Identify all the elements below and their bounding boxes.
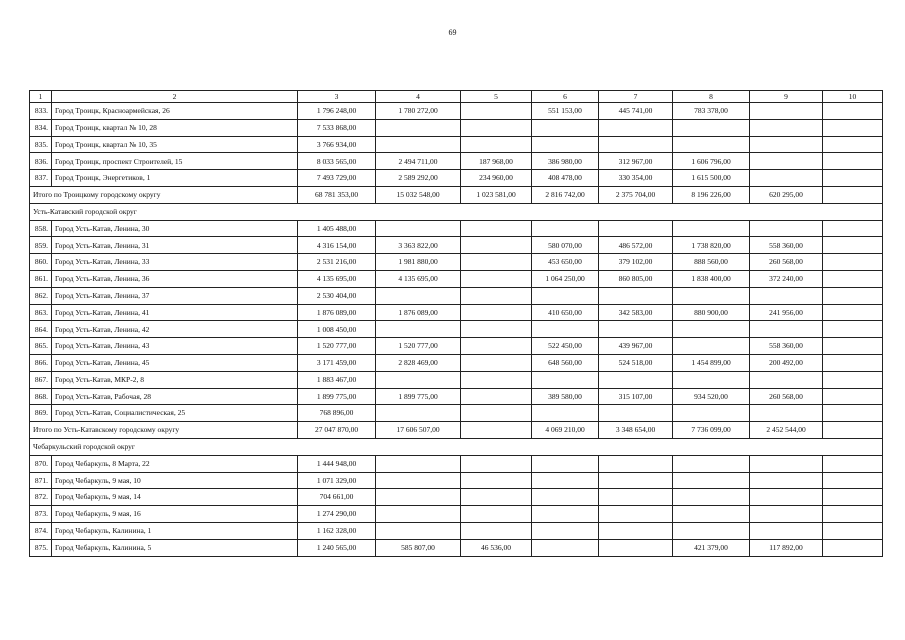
value-cell bbox=[599, 472, 673, 489]
value-cell bbox=[532, 472, 599, 489]
value-cell bbox=[599, 506, 673, 523]
value-cell bbox=[532, 506, 599, 523]
table-row bbox=[30, 405, 883, 422]
address-cell: Город Троицк, Энергетиков, 1 bbox=[52, 170, 298, 187]
row-number: 874. bbox=[30, 522, 52, 539]
value-cell bbox=[823, 354, 883, 371]
value-cell bbox=[376, 472, 461, 489]
value-cell: 1 520 777,00 bbox=[376, 338, 461, 355]
table-row bbox=[30, 237, 883, 254]
value-cell bbox=[599, 405, 673, 422]
value-cell bbox=[673, 506, 750, 523]
value-cell: 880 900,00 bbox=[673, 304, 750, 321]
table-row bbox=[30, 388, 883, 405]
value-cell: 934 520,00 bbox=[673, 388, 750, 405]
value-cell bbox=[461, 405, 532, 422]
table-row bbox=[30, 354, 883, 371]
value-cell: 524 518,00 bbox=[599, 354, 673, 371]
value-cell bbox=[673, 136, 750, 153]
value-cell bbox=[823, 388, 883, 405]
value-cell: 1 876 089,00 bbox=[298, 304, 376, 321]
value-cell bbox=[461, 371, 532, 388]
value-cell bbox=[461, 338, 532, 355]
row-number: 864. bbox=[30, 321, 52, 338]
row-number: 860. bbox=[30, 254, 52, 271]
value-cell: 558 360,00 bbox=[750, 237, 823, 254]
total-value-cell bbox=[461, 422, 532, 439]
value-cell: 2 531 216,00 bbox=[298, 254, 376, 271]
value-cell: 3 363 822,00 bbox=[376, 237, 461, 254]
value-cell bbox=[673, 119, 750, 136]
value-cell bbox=[673, 338, 750, 355]
value-cell bbox=[532, 522, 599, 539]
value-cell bbox=[750, 405, 823, 422]
address-cell: Город Чебаркуль, 9 мая, 14 bbox=[52, 489, 298, 506]
section-row bbox=[30, 203, 883, 220]
value-cell bbox=[750, 136, 823, 153]
register-table bbox=[29, 90, 883, 557]
value-cell: 2 530 404,00 bbox=[298, 287, 376, 304]
value-cell: 200 492,00 bbox=[750, 354, 823, 371]
value-cell: 241 956,00 bbox=[750, 304, 823, 321]
page-number: 69 bbox=[448, 28, 457, 37]
value-cell bbox=[461, 103, 532, 120]
value-cell: 3 766 934,00 bbox=[298, 136, 376, 153]
column-header: 9 bbox=[750, 91, 823, 103]
section-title: Чебаркульский городской округ bbox=[30, 438, 883, 455]
value-cell bbox=[750, 287, 823, 304]
address-cell: Город Усть-Катав, Ленина, 45 bbox=[52, 354, 298, 371]
value-cell: 558 360,00 bbox=[750, 338, 823, 355]
value-cell bbox=[599, 220, 673, 237]
total-value-cell bbox=[823, 186, 883, 203]
address-cell: Город Троицк, Красноармейская, 26 bbox=[52, 103, 298, 120]
value-cell bbox=[823, 237, 883, 254]
table-row bbox=[30, 506, 883, 523]
address-cell: Город Усть-Катав, Ленина, 30 bbox=[52, 220, 298, 237]
value-cell: 551 153,00 bbox=[532, 103, 599, 120]
value-cell: 445 741,00 bbox=[599, 103, 673, 120]
table-row bbox=[30, 119, 883, 136]
row-number: 835. bbox=[30, 136, 52, 153]
value-cell bbox=[750, 321, 823, 338]
row-number: 866. bbox=[30, 354, 52, 371]
row-number: 834. bbox=[30, 119, 52, 136]
table-row bbox=[30, 371, 883, 388]
value-cell bbox=[599, 371, 673, 388]
total-value-cell: 2 816 742,00 bbox=[532, 186, 599, 203]
row-number: 833. bbox=[30, 103, 52, 120]
value-cell bbox=[376, 371, 461, 388]
address-cell: Город Усть-Катав, Рабочая, 28 bbox=[52, 388, 298, 405]
value-cell bbox=[532, 136, 599, 153]
table-row bbox=[30, 304, 883, 321]
value-cell bbox=[461, 136, 532, 153]
address-cell: Город Усть-Катав, Социалистическая, 25 bbox=[52, 405, 298, 422]
value-cell: 386 980,00 bbox=[532, 153, 599, 170]
value-cell: 7 533 868,00 bbox=[298, 119, 376, 136]
value-cell bbox=[750, 170, 823, 187]
value-cell bbox=[376, 321, 461, 338]
value-cell: 312 967,00 bbox=[599, 153, 673, 170]
value-cell: 1 883 467,00 bbox=[298, 371, 376, 388]
row-number: 869. bbox=[30, 405, 52, 422]
row-number: 868. bbox=[30, 388, 52, 405]
value-cell bbox=[461, 304, 532, 321]
table-row bbox=[30, 321, 883, 338]
header-row bbox=[30, 91, 883, 103]
value-cell bbox=[461, 354, 532, 371]
value-cell bbox=[532, 455, 599, 472]
value-cell: 117 892,00 bbox=[750, 539, 823, 556]
value-cell bbox=[461, 506, 532, 523]
value-cell bbox=[532, 321, 599, 338]
value-cell bbox=[673, 287, 750, 304]
row-number: 859. bbox=[30, 237, 52, 254]
row-number: 862. bbox=[30, 287, 52, 304]
value-cell: 315 107,00 bbox=[599, 388, 673, 405]
row-number: 875. bbox=[30, 539, 52, 556]
value-cell bbox=[750, 472, 823, 489]
value-cell bbox=[461, 270, 532, 287]
column-header: 4 bbox=[376, 91, 461, 103]
value-cell: 8 033 565,00 bbox=[298, 153, 376, 170]
value-cell: 2 589 292,00 bbox=[376, 170, 461, 187]
column-header: 6 bbox=[532, 91, 599, 103]
section-title: Усть-Катавский городской округ bbox=[30, 203, 883, 220]
value-cell bbox=[823, 489, 883, 506]
value-cell: 410 650,00 bbox=[532, 304, 599, 321]
value-cell: 1 899 775,00 bbox=[298, 388, 376, 405]
address-cell: Город Чебаркуль, Калинина, 5 bbox=[52, 539, 298, 556]
total-value-cell: 17 606 507,00 bbox=[376, 422, 461, 439]
table-row bbox=[30, 136, 883, 153]
value-cell: 2 828 469,00 bbox=[376, 354, 461, 371]
total-value-cell: 68 781 353,00 bbox=[298, 186, 376, 203]
value-cell bbox=[673, 321, 750, 338]
address-cell: Город Чебаркуль, 9 мая, 10 bbox=[52, 472, 298, 489]
value-cell bbox=[823, 321, 883, 338]
value-cell: 768 896,00 bbox=[298, 405, 376, 422]
row-number: 861. bbox=[30, 270, 52, 287]
value-cell: 1 444 948,00 bbox=[298, 455, 376, 472]
address-cell: Город Троицк, квартал № 10, 28 bbox=[52, 119, 298, 136]
total-value-cell bbox=[823, 422, 883, 439]
value-cell bbox=[823, 304, 883, 321]
value-cell bbox=[673, 220, 750, 237]
value-cell bbox=[750, 455, 823, 472]
value-cell bbox=[750, 153, 823, 170]
value-cell: 1 454 899,00 bbox=[673, 354, 750, 371]
value-cell: 4 135 695,00 bbox=[376, 270, 461, 287]
value-cell bbox=[599, 119, 673, 136]
value-cell bbox=[750, 119, 823, 136]
value-cell bbox=[599, 287, 673, 304]
value-cell bbox=[823, 136, 883, 153]
address-cell: Город Усть-Катав, Ленина, 36 bbox=[52, 270, 298, 287]
value-cell bbox=[673, 472, 750, 489]
value-cell bbox=[750, 522, 823, 539]
value-cell bbox=[823, 220, 883, 237]
table-row bbox=[30, 455, 883, 472]
value-cell bbox=[823, 338, 883, 355]
address-cell: Город Усть-Катав, Ленина, 33 bbox=[52, 254, 298, 271]
value-cell: 421 379,00 bbox=[673, 539, 750, 556]
total-value-cell: 1 023 581,00 bbox=[461, 186, 532, 203]
value-cell bbox=[376, 119, 461, 136]
row-number: 870. bbox=[30, 455, 52, 472]
value-cell: 1 008 450,00 bbox=[298, 321, 376, 338]
table-row bbox=[30, 522, 883, 539]
value-cell: 1 606 796,00 bbox=[673, 153, 750, 170]
value-cell bbox=[461, 119, 532, 136]
table-row bbox=[30, 539, 883, 556]
value-cell bbox=[461, 455, 532, 472]
section-row bbox=[30, 438, 883, 455]
table-row bbox=[30, 170, 883, 187]
value-cell: 704 661,00 bbox=[298, 489, 376, 506]
value-cell: 4 316 154,00 bbox=[298, 237, 376, 254]
value-cell bbox=[823, 119, 883, 136]
value-cell: 4 135 695,00 bbox=[298, 270, 376, 287]
value-cell: 1 899 775,00 bbox=[376, 388, 461, 405]
value-cell bbox=[673, 522, 750, 539]
value-cell: 860 805,00 bbox=[599, 270, 673, 287]
total-row bbox=[30, 186, 883, 203]
value-cell bbox=[532, 287, 599, 304]
value-cell bbox=[823, 405, 883, 422]
row-number: 837. bbox=[30, 170, 52, 187]
value-cell bbox=[532, 371, 599, 388]
total-value-cell: 2 375 704,00 bbox=[599, 186, 673, 203]
value-cell bbox=[532, 405, 599, 422]
total-value-cell: 15 032 548,00 bbox=[376, 186, 461, 203]
value-cell: 453 650,00 bbox=[532, 254, 599, 271]
value-cell bbox=[532, 220, 599, 237]
table-row bbox=[30, 103, 883, 120]
value-cell bbox=[376, 220, 461, 237]
total-value-cell: 3 348 654,00 bbox=[599, 422, 673, 439]
table-row bbox=[30, 287, 883, 304]
value-cell bbox=[376, 455, 461, 472]
value-cell bbox=[823, 522, 883, 539]
value-cell: 1 064 250,00 bbox=[532, 270, 599, 287]
total-label: Итого по Усть-Катавскому городскому округу bbox=[30, 422, 298, 439]
column-header: 3 bbox=[298, 91, 376, 103]
value-cell bbox=[532, 119, 599, 136]
value-cell: 1 405 488,00 bbox=[298, 220, 376, 237]
value-cell: 187 968,00 bbox=[461, 153, 532, 170]
table-row bbox=[30, 472, 883, 489]
value-cell: 1 162 328,00 bbox=[298, 522, 376, 539]
value-cell: 379 102,00 bbox=[599, 254, 673, 271]
value-cell: 1 738 820,00 bbox=[673, 237, 750, 254]
value-cell bbox=[750, 506, 823, 523]
value-cell: 1 981 880,00 bbox=[376, 254, 461, 271]
total-value-cell: 4 069 210,00 bbox=[532, 422, 599, 439]
table-row bbox=[30, 489, 883, 506]
table-row bbox=[30, 338, 883, 355]
value-cell bbox=[461, 489, 532, 506]
value-cell bbox=[823, 254, 883, 271]
value-cell: 372 240,00 bbox=[750, 270, 823, 287]
address-cell: Город Усть-Катав, МКР-2, 8 bbox=[52, 371, 298, 388]
value-cell: 486 572,00 bbox=[599, 237, 673, 254]
value-cell bbox=[599, 489, 673, 506]
value-cell bbox=[599, 321, 673, 338]
value-cell: 1 520 777,00 bbox=[298, 338, 376, 355]
row-number: 871. bbox=[30, 472, 52, 489]
value-cell: 1 796 248,00 bbox=[298, 103, 376, 120]
table-row bbox=[30, 254, 883, 271]
value-cell: 342 583,00 bbox=[599, 304, 673, 321]
value-cell: 234 960,00 bbox=[461, 170, 532, 187]
column-header: 10 bbox=[823, 91, 883, 103]
value-cell bbox=[532, 489, 599, 506]
value-cell: 260 568,00 bbox=[750, 254, 823, 271]
value-cell bbox=[532, 539, 599, 556]
value-cell bbox=[750, 220, 823, 237]
value-cell: 7 493 729,00 bbox=[298, 170, 376, 187]
value-cell bbox=[376, 405, 461, 422]
value-cell bbox=[823, 455, 883, 472]
total-value-cell: 7 736 099,00 bbox=[673, 422, 750, 439]
value-cell bbox=[599, 522, 673, 539]
value-cell: 783 378,00 bbox=[673, 103, 750, 120]
value-cell bbox=[673, 455, 750, 472]
value-cell: 1 876 089,00 bbox=[376, 304, 461, 321]
row-number: 867. bbox=[30, 371, 52, 388]
column-header: 8 bbox=[673, 91, 750, 103]
address-cell: Город Усть-Катав, Ленина, 43 bbox=[52, 338, 298, 355]
value-cell bbox=[376, 506, 461, 523]
value-cell: 1 838 400,00 bbox=[673, 270, 750, 287]
value-cell: 522 450,00 bbox=[532, 338, 599, 355]
value-cell bbox=[673, 405, 750, 422]
table-row bbox=[30, 270, 883, 287]
row-number: 836. bbox=[30, 153, 52, 170]
row-number: 865. bbox=[30, 338, 52, 355]
value-cell: 648 560,00 bbox=[532, 354, 599, 371]
value-cell bbox=[461, 237, 532, 254]
column-header: 2 bbox=[52, 91, 298, 103]
total-value-cell: 620 295,00 bbox=[750, 186, 823, 203]
value-cell: 888 560,00 bbox=[673, 254, 750, 271]
value-cell bbox=[461, 522, 532, 539]
value-cell bbox=[599, 539, 673, 556]
value-cell bbox=[823, 371, 883, 388]
value-cell bbox=[376, 136, 461, 153]
value-cell bbox=[673, 371, 750, 388]
value-cell bbox=[461, 287, 532, 304]
address-cell: Город Троицк, квартал № 10, 35 bbox=[52, 136, 298, 153]
column-header: 7 bbox=[599, 91, 673, 103]
value-cell bbox=[599, 455, 673, 472]
value-cell: 1 615 500,00 bbox=[673, 170, 750, 187]
value-cell bbox=[461, 472, 532, 489]
value-cell bbox=[461, 254, 532, 271]
column-header: 1 bbox=[30, 91, 52, 103]
value-cell bbox=[461, 220, 532, 237]
value-cell bbox=[461, 388, 532, 405]
value-cell: 3 171 459,00 bbox=[298, 354, 376, 371]
value-cell: 439 967,00 bbox=[599, 338, 673, 355]
value-cell bbox=[823, 270, 883, 287]
row-number: 858. bbox=[30, 220, 52, 237]
address-cell: Город Усть-Катав, Ленина, 37 bbox=[52, 287, 298, 304]
value-cell: 1 780 272,00 bbox=[376, 103, 461, 120]
value-cell bbox=[750, 103, 823, 120]
address-cell: Город Усть-Катав, Ленина, 42 bbox=[52, 321, 298, 338]
value-cell: 389 580,00 bbox=[532, 388, 599, 405]
value-cell bbox=[823, 153, 883, 170]
table-row bbox=[30, 153, 883, 170]
value-cell bbox=[376, 522, 461, 539]
value-cell bbox=[376, 489, 461, 506]
value-cell: 580 070,00 bbox=[532, 237, 599, 254]
value-cell: 408 478,00 bbox=[532, 170, 599, 187]
value-cell bbox=[823, 472, 883, 489]
address-cell: Город Троицк, проспект Строителей, 15 bbox=[52, 153, 298, 170]
value-cell bbox=[823, 103, 883, 120]
address-cell: Город Усть-Катав, Ленина, 31 bbox=[52, 237, 298, 254]
value-cell: 260 568,00 bbox=[750, 388, 823, 405]
total-value-cell: 27 047 870,00 bbox=[298, 422, 376, 439]
row-number: 873. bbox=[30, 506, 52, 523]
value-cell bbox=[823, 506, 883, 523]
value-cell: 1 240 565,00 bbox=[298, 539, 376, 556]
address-cell: Город Чебаркуль, 8 Марта, 22 bbox=[52, 455, 298, 472]
value-cell bbox=[673, 489, 750, 506]
value-cell bbox=[823, 539, 883, 556]
address-cell: Город Усть-Катав, Ленина, 41 bbox=[52, 304, 298, 321]
value-cell: 2 494 711,00 bbox=[376, 153, 461, 170]
value-cell bbox=[823, 170, 883, 187]
value-cell: 46 536,00 bbox=[461, 539, 532, 556]
total-label: Итого по Троицкому городскому округу bbox=[30, 186, 298, 203]
value-cell: 330 354,00 bbox=[599, 170, 673, 187]
total-value-cell: 2 452 544,00 bbox=[750, 422, 823, 439]
value-cell bbox=[376, 287, 461, 304]
row-number: 872. bbox=[30, 489, 52, 506]
value-cell: 1 274 290,00 bbox=[298, 506, 376, 523]
value-cell: 585 807,00 bbox=[376, 539, 461, 556]
total-row bbox=[30, 422, 883, 439]
value-cell bbox=[461, 321, 532, 338]
address-cell: Город Чебаркуль, 9 мая, 16 bbox=[52, 506, 298, 523]
address-cell: Город Чебаркуль, Калинина, 1 bbox=[52, 522, 298, 539]
value-cell: 1 071 329,00 bbox=[298, 472, 376, 489]
value-cell bbox=[750, 489, 823, 506]
total-value-cell: 8 196 226,00 bbox=[673, 186, 750, 203]
table-row bbox=[30, 220, 883, 237]
column-header: 5 bbox=[461, 91, 532, 103]
value-cell bbox=[750, 371, 823, 388]
row-number: 863. bbox=[30, 304, 52, 321]
value-cell bbox=[823, 287, 883, 304]
value-cell bbox=[599, 136, 673, 153]
